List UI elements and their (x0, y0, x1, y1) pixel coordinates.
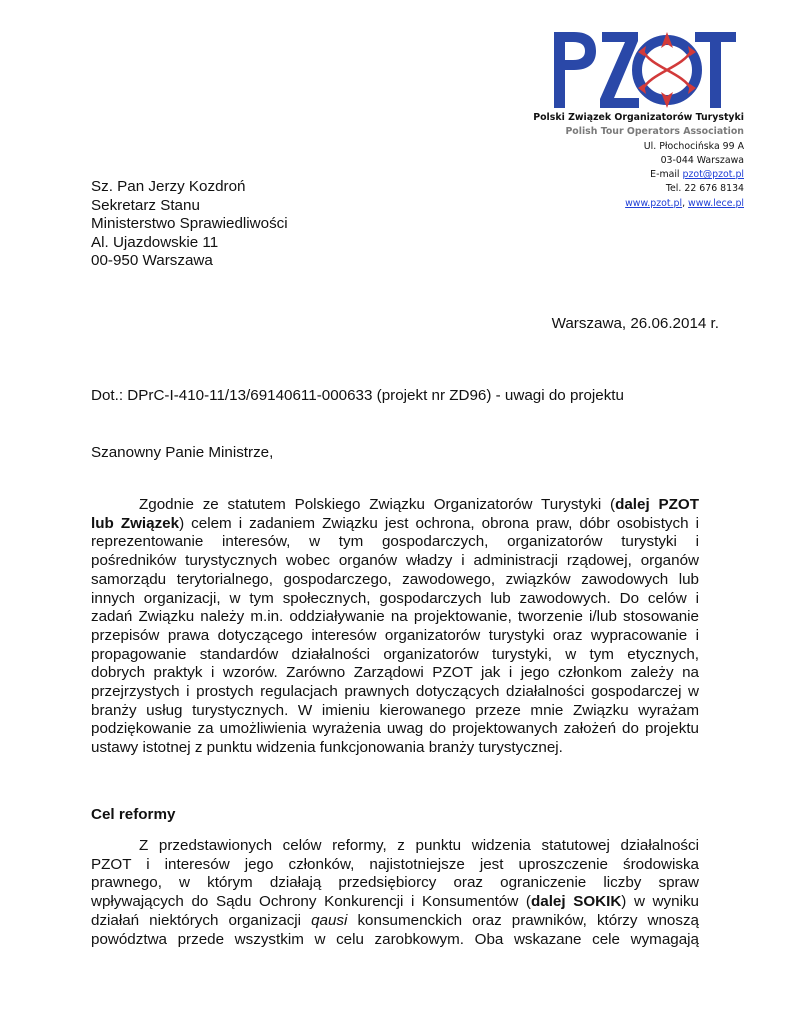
salutation: Szanowny Panie Ministrze, (91, 444, 274, 461)
org-contact-block (484, 111, 744, 211)
org-street: Ul. Płochocińska 99 A (643, 140, 744, 152)
para-line: prawnego, w którym działają przedsiębiorcy oraz ograniczenie liczby spraw (91, 874, 699, 892)
recipient-line: 00-950 Warszawa (91, 252, 213, 270)
org-websites (484, 197, 744, 211)
para-line: propagowanie standardów działalności organizatorów turystyki, w tym etycznych, (91, 645, 699, 663)
website-link-pzot[interactable]: www.pzot.pl (625, 197, 683, 209)
letter-subject: Dot.: DPrC-I-410-11/13/69140611-000633 (projekt nr ZD96) - uwagi do projektu (91, 387, 624, 404)
recipient-address (91, 178, 288, 271)
para-line: powództwa przede wszystkim w celu zarobkowym. Oba wskazane cele wymagają (91, 930, 699, 948)
para-line: pośredników turystycznych wobec organów władzy i administracji rządowej, organów (91, 552, 699, 570)
para-line: innych organizacji, w tym społecznych, gospodarczych lub zawodowych. Do celów i (91, 589, 699, 607)
para-line: zadań Związku należy m.in. oddziaływanie na projektowanie, tworzenie i/lub stosowanie (91, 608, 699, 626)
para-line: samorządu terytorialnego, gospodarczego, zawodowego, związków zawodowych lub (91, 570, 699, 588)
para-line: lub Związek) celem i zadaniem Związku jest ochrona, obrona praw, dóbr osobistych i (91, 514, 699, 532)
recipient-line: Sz. Pan Jerzy Kozdroń (91, 178, 246, 195)
letter-date: Warszawa, 26.06.2014 r. (551, 315, 719, 332)
para-line: przepisów prawa dotyczącego interesów organizatorów turystyki oraz wypracowanie i (91, 626, 699, 644)
org-city: 03-044 Warszawa (660, 154, 744, 166)
para-line: Zgodnie ze statutem Polskiego Związku Organizatorów Turystyki (dalej PZOT (139, 496, 699, 513)
para-line: reprezentowanie interesów, w tym gospodarczych, organizatorów turystyki i (91, 533, 699, 551)
para-line: przejrzystych i prostych regulacjach prawnych dotyczących działalności gospodarczej w (91, 683, 699, 701)
para-line: PZOT i interesów jego członków, najistotniejsze jest uproszczenie środowiska (91, 855, 699, 873)
para-line: działań niektórych organizacji qausi konsumenckich oraz prawników, którzy wnoszą (91, 911, 699, 929)
email-link[interactable]: pzot@pzot.pl (682, 169, 744, 181)
paragraph-reform (91, 837, 699, 949)
website-link-lece[interactable]: www.lece.pl (688, 197, 744, 209)
recipient-line: Ministerstwo Sprawiedliwości (91, 215, 288, 233)
org-name-pl: Polski Związek Organizatorów Turystyki (533, 112, 744, 123)
section-heading: Cel reformy (91, 806, 176, 823)
para-line: Z przedstawionych celów reformy, z punktu widzenia statutowej działalności (139, 837, 699, 854)
recipient-line: Sekretarz Stanu (91, 196, 200, 214)
paragraph-intro (91, 496, 699, 758)
org-name-en: Polish Tour Operators Association (565, 126, 744, 138)
para-line: branży usług turystycznych. W imieniu kierowanego przeze mnie Związku wyrażam (91, 701, 699, 719)
org-email-line (484, 168, 744, 182)
para-line: podziękowanie za umożliwienia wyrażenia uwag do projektowanych założeń do projektu (91, 720, 699, 738)
email-label: E-mail (650, 169, 683, 181)
recipient-line: Al. Ujazdowskie 11 (91, 233, 219, 251)
org-phone: Tel. 22 676 8134 (665, 183, 744, 195)
para-line: ustawy istotnej z punktu widzenia funkcjonowania branży turystycznej. (91, 739, 563, 757)
logo-wordmark (554, 32, 736, 108)
para-line: dobrych praktyk i wzorów. Zarówno Zarządowi PZOT jak i jego członkom zależy na (91, 664, 699, 682)
website-separator: , (682, 197, 689, 209)
pzot-logo (552, 28, 738, 112)
para-line: wpływających do Sądu Ochrony Konkurencji i Konsumentów (dalej SOKIK) w wyniku (91, 893, 699, 911)
